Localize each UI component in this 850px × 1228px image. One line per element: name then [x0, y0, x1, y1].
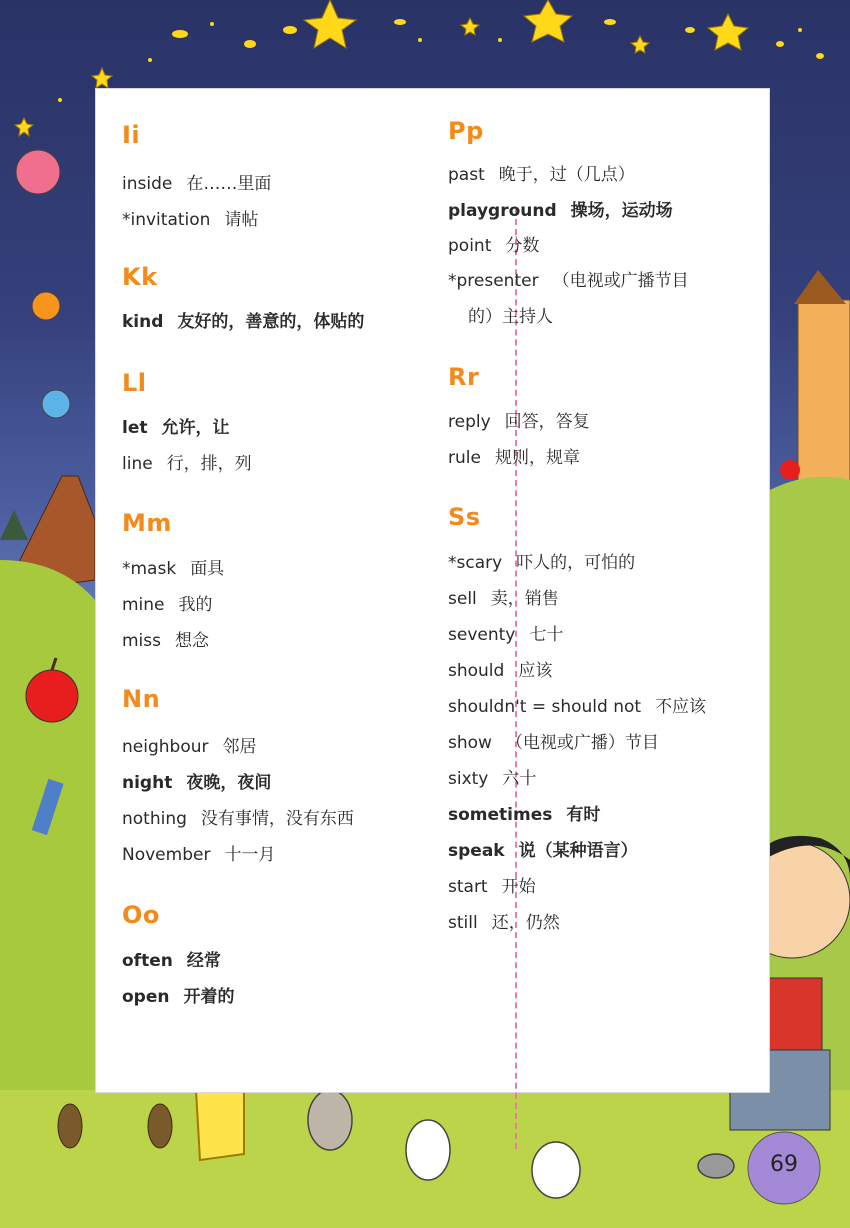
castle-icon	[780, 270, 850, 490]
vocab-meaning: 想念	[175, 631, 209, 651]
vocab-meaning: 分数	[505, 236, 540, 256]
vocab-word: point	[448, 236, 492, 256]
vocab-meaning: 在……里面	[186, 174, 272, 194]
vocab-entry	[122, 768, 271, 793]
vocab-meaning: 十一月	[224, 845, 276, 865]
vocab-entry	[448, 800, 600, 825]
vocab-meaning: 规则，规章	[494, 448, 580, 468]
vocab-word: miss	[122, 631, 161, 651]
vocab-entry	[448, 908, 560, 933]
vocab-entry	[122, 169, 271, 194]
letter-heading: Pp	[448, 117, 484, 145]
vocab-entry	[122, 626, 209, 651]
vocab-entry	[448, 407, 590, 432]
vocab-word: inside	[122, 174, 173, 194]
vocab-meaning: 开始	[501, 877, 536, 897]
vocab-entry	[122, 946, 221, 971]
vocab-entry	[122, 205, 258, 230]
vocab-meaning: 应该	[518, 661, 553, 681]
vocab-entry	[122, 307, 364, 332]
vocab-entry	[448, 160, 635, 185]
vocab-entry	[448, 443, 580, 468]
vocab-meaning: 面具	[190, 559, 225, 579]
vocab-entry	[448, 584, 559, 609]
vocab-meaning: 吓人的，可怕的	[516, 553, 636, 573]
letter-heading: Rr	[448, 363, 480, 391]
vocab-word: neighbour	[122, 737, 209, 757]
vocab-entry	[448, 266, 689, 291]
vocab-entry	[448, 872, 536, 897]
vocabulary-panel	[95, 88, 770, 1093]
vocab-entry	[122, 449, 252, 474]
vocab-word: past	[448, 165, 485, 185]
letter-heading: Ss	[448, 503, 481, 531]
vocab-word: *mask	[122, 559, 177, 579]
vocab-meaning: 操场，运动场	[570, 201, 673, 221]
vocab-word: often	[122, 951, 173, 971]
vocab-word: show	[448, 733, 492, 753]
vocab-meaning-continuation: 的）主持人	[468, 307, 553, 327]
vocab-entry	[122, 840, 275, 865]
vocab-word: let	[122, 418, 148, 438]
vocab-entry	[122, 982, 234, 1007]
vocab-entry	[448, 728, 659, 753]
cheese-icon	[196, 1082, 244, 1160]
balloon-icon	[16, 150, 70, 418]
vocab-word: November	[122, 845, 211, 865]
vocab-meaning: 开着的	[183, 987, 235, 1007]
vocab-word: *presenter	[448, 271, 539, 291]
vocab-meaning: 经常	[186, 951, 221, 971]
vocab-entry	[448, 656, 552, 681]
vocab-word: should	[448, 661, 505, 681]
vocab-word: reply	[448, 412, 491, 432]
vocab-word: open	[122, 987, 170, 1007]
vocab-meaning: （电视或广播）节目	[505, 733, 659, 753]
vocab-word: sell	[448, 589, 477, 609]
vocab-meaning: 夜晚，夜间	[186, 773, 272, 793]
letter-heading: Oo	[122, 901, 160, 929]
vocab-entry	[122, 732, 256, 757]
vocab-meaning: 允许，让	[161, 418, 230, 438]
letter-heading: Ll	[122, 369, 147, 397]
vocab-word: kind	[122, 312, 164, 332]
vocab-word: start	[448, 877, 488, 897]
letter-heading: Mm	[122, 509, 172, 537]
vocab-meaning: 还，仍然	[491, 913, 560, 933]
vocab-entry	[448, 764, 536, 789]
vocab-meaning: 回答，答复	[504, 412, 590, 432]
vocab-meaning: 我的	[178, 595, 213, 615]
vocab-meaning: 不应该	[655, 697, 707, 717]
vocab-word: *invitation	[122, 210, 211, 230]
vocab-word: sometimes	[448, 805, 553, 825]
page-number: 69	[770, 1152, 798, 1177]
vocab-entry	[448, 620, 563, 645]
letter-heading: Kk	[122, 263, 158, 291]
vocab-word: shouldn't = should not	[448, 697, 642, 717]
vocab-meaning: 晚于，过（几点）	[498, 165, 635, 185]
vocab-entry	[122, 804, 354, 829]
letter-heading: Nn	[122, 685, 161, 713]
vocab-meaning: 卖，销售	[490, 589, 559, 609]
vocab-meaning: 六十	[502, 769, 537, 789]
vocab-word: seventy	[448, 625, 516, 645]
vocab-word: speak	[448, 841, 505, 861]
vocab-entry	[448, 836, 638, 861]
vocab-meaning: 说（某种语言）	[518, 841, 638, 861]
vocab-meaning: 邻居	[222, 737, 257, 757]
vocab-entry	[122, 590, 213, 615]
vocab-meaning: 行，排，列	[166, 454, 252, 474]
vocab-word: night	[122, 773, 173, 793]
letter-heading: Ii	[122, 121, 141, 149]
vocab-word: nothing	[122, 809, 187, 829]
vocab-word: *scary	[448, 553, 503, 573]
vocab-entry	[448, 548, 635, 573]
vocab-meaning: 七十	[529, 625, 564, 645]
vocab-meaning: 请帖	[224, 210, 259, 230]
vocab-meaning: 没有事情，没有东西	[200, 809, 354, 829]
vocab-word: playground	[448, 201, 557, 221]
vocab-entry	[448, 692, 706, 717]
vocab-entry	[122, 554, 224, 579]
vocab-meaning: 友好的，善意的，体贴的	[177, 312, 365, 332]
vocab-word: mine	[122, 595, 165, 615]
vocab-word: line	[122, 454, 153, 474]
vocab-word: rule	[448, 448, 481, 468]
vocab-entry	[448, 196, 673, 221]
vocab-word: still	[448, 913, 478, 933]
vocab-entry	[448, 231, 539, 256]
vocab-meaning: 有时	[566, 805, 601, 825]
vocab-entry	[122, 413, 229, 438]
vocab-meaning: （电视或广播节目	[552, 271, 689, 291]
vocab-word: sixty	[448, 769, 489, 789]
